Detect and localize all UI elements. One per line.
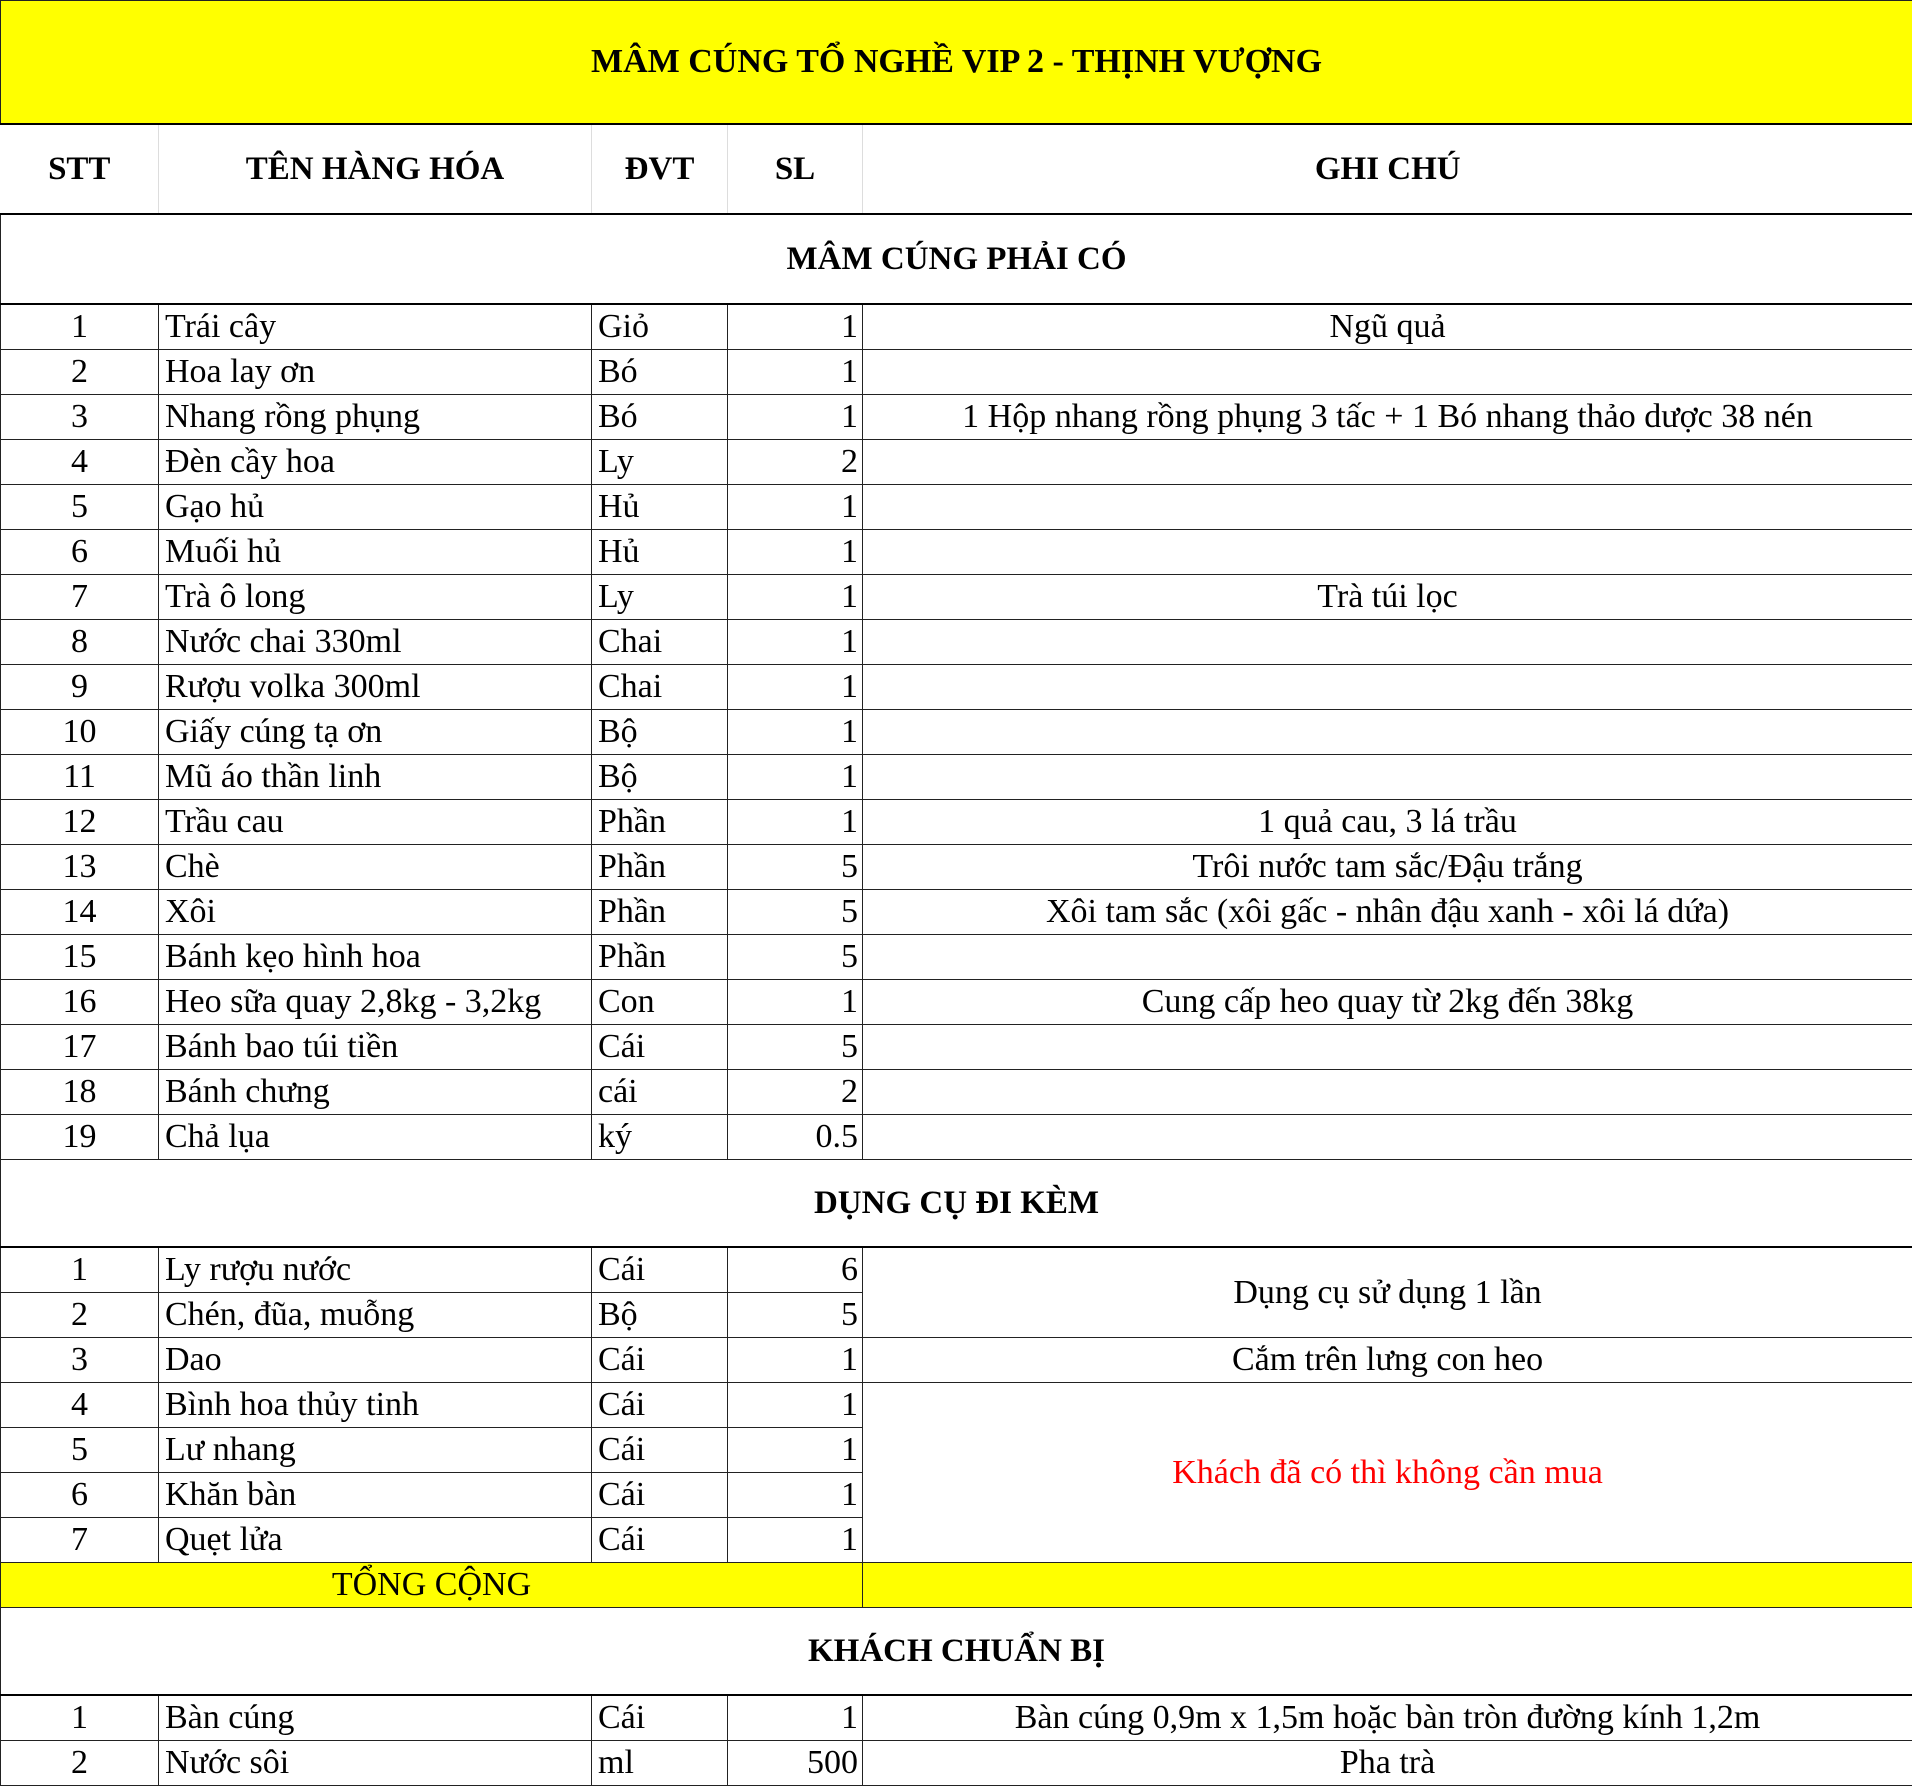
header-qty: SL: [728, 124, 863, 214]
cell-note: [863, 530, 1912, 575]
cell-qty: 1: [728, 1473, 863, 1518]
cell-qty: 1: [728, 575, 863, 620]
cell-qty: 1: [728, 710, 863, 755]
cell-qty: 2: [728, 440, 863, 485]
cell-unit: Cái: [592, 1338, 728, 1383]
cell-name: Chè: [159, 845, 592, 890]
cell-stt: 2: [1, 350, 159, 395]
table-row: [1, 1383, 1912, 1428]
header-stt: STT: [1, 124, 159, 214]
cell-qty: 1: [728, 395, 863, 440]
cell-name: Rượu volka 300ml: [159, 665, 592, 710]
cell-unit: Hủ: [592, 485, 728, 530]
cell-qty: 1: [728, 755, 863, 800]
cell-note: [863, 350, 1912, 395]
cell-qty: 5: [728, 845, 863, 890]
cell-name: Gạo hủ: [159, 485, 592, 530]
cell-name: Nước chai 330ml: [159, 620, 592, 665]
cell-unit: Cái: [592, 1518, 728, 1563]
cell-unit: Cái: [592, 1695, 728, 1741]
cell-name: Chả lụa: [159, 1115, 592, 1160]
cell-note: Xôi tam sắc (xôi gấc - nhân đậu xanh - xôi lá dứa): [863, 890, 1912, 935]
table-row: [1, 530, 1912, 575]
section-title-customer: KHÁCH CHUẨN BỊ: [1, 1608, 1912, 1696]
cell-unit: Cái: [592, 1025, 728, 1070]
cell-name: Bàn cúng: [159, 1695, 592, 1741]
cell-name: Nước sôi: [159, 1741, 592, 1786]
cell-name: Lư nhang: [159, 1428, 592, 1473]
cell-stt: 5: [1, 485, 159, 530]
table-row: [1, 304, 1912, 350]
cell-unit: cái: [592, 1070, 728, 1115]
cell-note-optional: Khách đã có thì không cần mua: [863, 1383, 1912, 1563]
page-title: MÂM CÚNG TỔ NGHỀ VIP 2 - THỊNH VƯỢNG: [1, 1, 1912, 125]
table-row: [1, 350, 1912, 395]
cell-qty: 1: [728, 304, 863, 350]
cell-note: [863, 485, 1912, 530]
section-row: [1, 1608, 1912, 1696]
table-row: [1, 980, 1912, 1025]
cell-qty: 1: [728, 620, 863, 665]
cell-unit: Phần: [592, 890, 728, 935]
table-row: [1, 395, 1912, 440]
total-row: [1, 1563, 1912, 1608]
cell-unit: Chai: [592, 620, 728, 665]
cell-stt: 3: [1, 1338, 159, 1383]
header-unit: ĐVT: [592, 124, 728, 214]
cell-stt: 2: [1, 1741, 159, 1786]
section-title-tools: DỤNG CỤ ĐI KÈM: [1, 1160, 1912, 1248]
cell-unit: Bộ: [592, 1293, 728, 1338]
table-row: [1, 440, 1912, 485]
cell-qty: 1: [728, 1428, 863, 1473]
cell-name: Giấy cúng tạ ơn: [159, 710, 592, 755]
table-row: [1, 710, 1912, 755]
cell-stt: 8: [1, 620, 159, 665]
cell-unit: Chai: [592, 665, 728, 710]
cell-stt: 4: [1, 1383, 159, 1428]
cell-stt: 6: [1, 530, 159, 575]
cell-name: Đèn cầy hoa: [159, 440, 592, 485]
cell-name: Muối hủ: [159, 530, 592, 575]
cell-stt: 3: [1, 395, 159, 440]
cell-note: [863, 620, 1912, 665]
cell-stt: 7: [1, 1518, 159, 1563]
cell-qty: 1: [728, 350, 863, 395]
cell-qty: 2: [728, 1070, 863, 1115]
cell-qty: 0.5: [728, 1115, 863, 1160]
cell-qty: 5: [728, 890, 863, 935]
cell-note: [863, 755, 1912, 800]
cell-name: Ly rượu nước: [159, 1247, 592, 1293]
cell-unit: Con: [592, 980, 728, 1025]
cell-unit: Bộ: [592, 710, 728, 755]
cell-name: Trầu cau: [159, 800, 592, 845]
cell-note: [863, 1115, 1912, 1160]
cell-note-merged: Dụng cụ sử dụng 1 lần: [863, 1247, 1912, 1338]
cell-name: Nhang rồng phụng: [159, 395, 592, 440]
cell-stt: 6: [1, 1473, 159, 1518]
cell-qty: 1: [728, 1695, 863, 1741]
cell-unit: Bó: [592, 350, 728, 395]
cell-unit: Bó: [592, 395, 728, 440]
cell-unit: Phần: [592, 800, 728, 845]
table-row: [1, 575, 1912, 620]
cell-qty: 1: [728, 800, 863, 845]
cell-stt: 9: [1, 665, 159, 710]
table-row: [1, 1247, 1912, 1293]
cell-name: Trái cây: [159, 304, 592, 350]
cell-unit: Cái: [592, 1473, 728, 1518]
cell-name: Quẹt lửa: [159, 1518, 592, 1563]
cell-stt: 5: [1, 1428, 159, 1473]
table-row: [1, 1025, 1912, 1070]
cell-stt: 19: [1, 1115, 159, 1160]
cell-unit: ký: [592, 1115, 728, 1160]
table-row: [1, 1070, 1912, 1115]
cell-name: Dao: [159, 1338, 592, 1383]
table-row: [1, 485, 1912, 530]
cell-stt: 16: [1, 980, 159, 1025]
cell-name: Hoa lay ơn: [159, 350, 592, 395]
cell-unit: Cái: [592, 1428, 728, 1473]
cell-stt: 1: [1, 1247, 159, 1293]
column-header-row: [1, 124, 1912, 214]
cell-stt: 2: [1, 1293, 159, 1338]
cell-stt: 14: [1, 890, 159, 935]
table-row: [1, 800, 1912, 845]
cell-note: Cung cấp heo quay từ 2kg đến 38kg: [863, 980, 1912, 1025]
cell-unit: Cái: [592, 1247, 728, 1293]
table-row: [1, 665, 1912, 710]
cell-note: Bàn cúng 0,9m x 1,5m hoặc bàn tròn đường kính 1,2m: [863, 1695, 1912, 1741]
cell-note: [863, 440, 1912, 485]
table-row: [1, 890, 1912, 935]
cell-name: Chén, đũa, muỗng: [159, 1293, 592, 1338]
cell-note: Cắm trên lưng con heo: [863, 1338, 1912, 1383]
cell-note: [863, 1070, 1912, 1115]
cell-qty: 1: [728, 530, 863, 575]
cell-unit: Bộ: [592, 755, 728, 800]
cell-qty: 1: [728, 1338, 863, 1383]
table-row: [1, 755, 1912, 800]
cell-note: 1 Hộp nhang rồng phụng 3 tấc + 1 Bó nhang thảo dược 38 nén: [863, 395, 1912, 440]
cell-qty: 1: [728, 665, 863, 710]
cell-name: Trà ô long: [159, 575, 592, 620]
cell-name: Bánh kẹo hình hoa: [159, 935, 592, 980]
cell-qty: 1: [728, 1518, 863, 1563]
total-value: [863, 1563, 1912, 1608]
table-row: [1, 1741, 1912, 1786]
cell-name: Mũ áo thần linh: [159, 755, 592, 800]
cell-name: Bánh chưng: [159, 1070, 592, 1115]
cell-qty: 1: [728, 980, 863, 1025]
cell-note: [863, 1025, 1912, 1070]
total-label: TỔNG CỘNG: [1, 1563, 863, 1608]
cell-unit: ml: [592, 1741, 728, 1786]
cell-note: 1 quả cau, 3 lá trầu: [863, 800, 1912, 845]
header-name: TÊN HÀNG HÓA: [159, 124, 592, 214]
cell-unit: Phần: [592, 935, 728, 980]
cell-unit: Hủ: [592, 530, 728, 575]
table-row: [1, 935, 1912, 980]
table-row: [1, 620, 1912, 665]
section-row: [1, 1160, 1912, 1248]
cell-stt: 1: [1, 304, 159, 350]
cell-stt: 13: [1, 845, 159, 890]
cell-stt: 7: [1, 575, 159, 620]
cell-name: Bánh bao túi tiền: [159, 1025, 592, 1070]
cell-note: Ngũ quả: [863, 304, 1912, 350]
cell-stt: 15: [1, 935, 159, 980]
section-title-required: MÂM CÚNG PHẢI CÓ: [1, 214, 1912, 304]
cell-name: Heo sữa quay 2,8kg - 3,2kg: [159, 980, 592, 1025]
cell-name: Khăn bàn: [159, 1473, 592, 1518]
cell-unit: Cái: [592, 1383, 728, 1428]
table-row: [1, 1115, 1912, 1160]
cell-note: Trà túi lọc: [863, 575, 1912, 620]
cell-unit: Ly: [592, 440, 728, 485]
cell-qty: 5: [728, 935, 863, 980]
cell-stt: 4: [1, 440, 159, 485]
cell-note: Trôi nước tam sắc/Đậu trắng: [863, 845, 1912, 890]
cell-stt: 10: [1, 710, 159, 755]
cell-stt: 11: [1, 755, 159, 800]
cell-unit: Ly: [592, 575, 728, 620]
cell-name: Xôi: [159, 890, 592, 935]
cell-unit: Phần: [592, 845, 728, 890]
cell-qty: 1: [728, 1383, 863, 1428]
table-row: [1, 1695, 1912, 1741]
cell-name: Bình hoa thủy tinh: [159, 1383, 592, 1428]
cell-stt: 18: [1, 1070, 159, 1115]
cell-qty: 500: [728, 1741, 863, 1786]
cell-qty: 5: [728, 1293, 863, 1338]
cell-note: [863, 710, 1912, 755]
table-row: [1, 1338, 1912, 1383]
cell-stt: 12: [1, 800, 159, 845]
cell-qty: 1: [728, 485, 863, 530]
cell-qty: 5: [728, 1025, 863, 1070]
cell-note: [863, 665, 1912, 710]
header-note: GHI CHÚ: [863, 124, 1912, 214]
cell-note: [863, 935, 1912, 980]
cell-qty: 6: [728, 1247, 863, 1293]
section-row: [1, 214, 1912, 304]
cell-unit: Giỏ: [592, 304, 728, 350]
cell-note: Pha trà: [863, 1741, 1912, 1786]
cell-stt: 17: [1, 1025, 159, 1070]
table-row: [1, 845, 1912, 890]
cell-stt: 1: [1, 1695, 159, 1741]
